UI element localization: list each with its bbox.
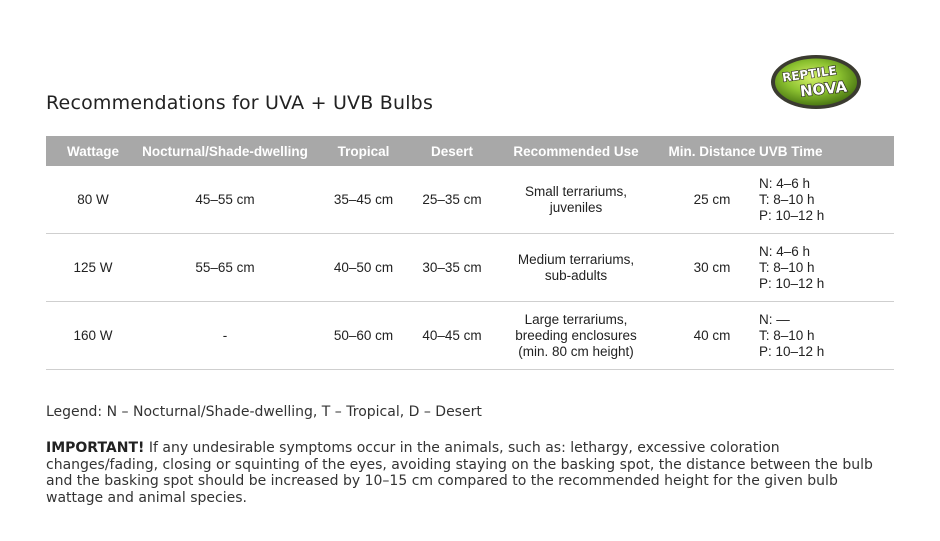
cell-nocturnal: 55–65 cm — [140, 234, 310, 302]
uvb-line: N: 4–6 h — [759, 243, 811, 259]
col-header-uvb-time: UVB Time — [759, 136, 894, 166]
important-label: IMPORTANT! — [46, 440, 145, 456]
cell-distance: 25 cm — [665, 166, 759, 234]
col-header-distance: Min. Distance — [665, 136, 759, 166]
uvb-line: N: — — [759, 311, 790, 327]
col-header-wattage: Wattage — [46, 136, 140, 166]
logo-line1: REPTILE — [781, 63, 838, 85]
cell-uvb-time — [759, 166, 894, 234]
cell-desert: 30–35 cm — [417, 234, 487, 302]
uvb-line: N: 4–6 h — [759, 175, 811, 191]
table-row — [46, 234, 894, 302]
cell-wattage: 80 W — [46, 166, 140, 234]
col-header-desert: Desert — [417, 136, 487, 166]
col-header-nocturnal: Nocturnal/Shade-dwelling — [140, 136, 310, 166]
cell-tropical: 40–50 cm — [310, 234, 417, 302]
cell-wattage: 125 W — [46, 234, 140, 302]
uvb-line: T: 8–10 h — [759, 259, 815, 275]
cell-desert: 40–45 cm — [417, 302, 487, 370]
table-header-row — [46, 136, 894, 166]
cell-uvb-time — [759, 234, 894, 302]
uvb-line: P: 10–12 h — [759, 207, 825, 223]
reptile-nova-logo — [770, 54, 862, 110]
cell-nocturnal: - — [140, 302, 310, 370]
use-line: juveniles — [549, 199, 603, 215]
table-row — [46, 166, 894, 234]
use-line: Large terrariums, — [524, 311, 628, 327]
cell-use — [487, 166, 665, 234]
important-note — [46, 440, 896, 506]
use-line: sub-adults — [544, 267, 608, 283]
cell-nocturnal: 45–55 cm — [140, 166, 310, 234]
cell-desert: 25–35 cm — [417, 166, 487, 234]
use-line: Small terrariums, — [524, 183, 627, 199]
uvb-line: P: 10–12 h — [759, 343, 825, 359]
cell-wattage: 160 W — [46, 302, 140, 370]
cell-tropical: 50–60 cm — [310, 302, 417, 370]
bulb-recommendations-table — [46, 136, 894, 370]
col-header-use: Recommended Use — [487, 136, 665, 166]
logo-line2: NOVA — [799, 77, 848, 101]
cell-distance: 40 cm — [665, 302, 759, 370]
cell-tropical: 35–45 cm — [310, 166, 417, 234]
use-line: breeding enclosures — [515, 327, 637, 343]
cell-use — [487, 302, 665, 370]
cell-distance: 30 cm — [665, 234, 759, 302]
col-header-tropical: Tropical — [310, 136, 417, 166]
page-title: Recommendations for UVA + UVB Bulbs — [46, 92, 434, 114]
use-line: (min. 80 cm height) — [518, 343, 634, 359]
uvb-line: T: 8–10 h — [759, 327, 815, 343]
important-text: If any undesirable symptoms occur in the animals, such as: lethargy, excessive coloration changes/fading, closing or squinting of the eyes, avoiding staying on the basking spot, the distance between the bulb and the basking spot should be increased by 10–15 cm compared to the recommended height for the given bulb wattage and animal species. — [46, 440, 873, 506]
cell-uvb-time — [759, 302, 894, 370]
uvb-line: P: 10–12 h — [759, 275, 825, 291]
legend-text: Legend: N – Nocturnal/Shade-dwelling, T – Tropical, D – Desert — [46, 404, 482, 420]
table-row — [46, 302, 894, 370]
use-line: Medium terrariums, — [517, 251, 635, 267]
cell-use — [487, 234, 665, 302]
uvb-line: T: 8–10 h — [759, 191, 815, 207]
